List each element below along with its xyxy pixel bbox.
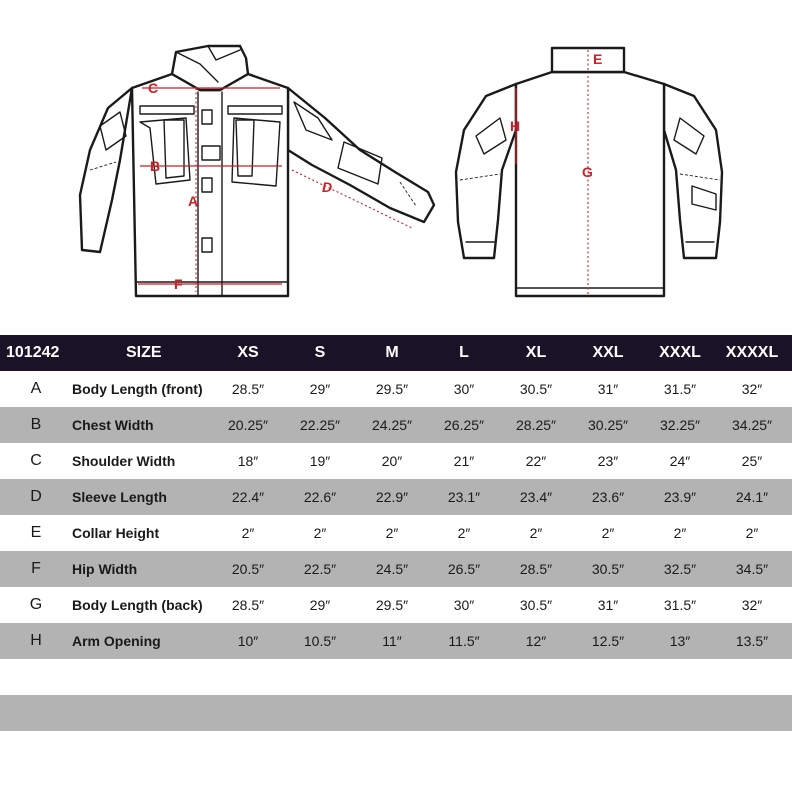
back-jacket — [456, 48, 722, 296]
measurement-value: 19″ — [309, 453, 331, 469]
measurement-value: 30″ — [453, 597, 475, 613]
jacket-illustration — [0, 0, 792, 330]
measurement-value: 12″ — [525, 633, 547, 649]
size-col-l: L — [459, 344, 469, 361]
measurement-letter: C — [30, 452, 42, 469]
measurement-value: 30.5″ — [519, 381, 553, 397]
table-row — [0, 371, 792, 407]
measurement-value: 29″ — [309, 381, 331, 397]
table-row — [0, 515, 792, 551]
measurement-value: 25″ — [741, 453, 763, 469]
measurement-letter: A — [30, 380, 42, 397]
size-chart-table — [0, 335, 792, 731]
measurement-letter: F — [31, 560, 41, 577]
measurement-value: 32″ — [741, 597, 763, 613]
measurement-value: 20.5″ — [231, 561, 265, 577]
measurement-value: 2″ — [601, 525, 615, 541]
label-c: C — [148, 80, 159, 96]
jacket-diagram — [0, 0, 792, 330]
product-code: 101242 — [6, 344, 60, 361]
table-header-row — [0, 335, 792, 371]
size-col-s: S — [314, 344, 326, 361]
label-h: H — [510, 118, 521, 134]
measurement-value: 13.5″ — [735, 633, 769, 649]
measurement-value: 28.5″ — [519, 561, 553, 577]
measurement-value: 30.5″ — [591, 561, 625, 577]
size-col-xxl: XXL — [592, 344, 624, 361]
measurement-value: 18″ — [237, 453, 259, 469]
measurement-value: 2″ — [457, 525, 471, 541]
table-row — [0, 479, 792, 515]
label-g: G — [582, 164, 593, 180]
label-f: F — [174, 276, 183, 292]
measurement-value: 32.5″ — [663, 561, 697, 577]
measurement-value: 30″ — [453, 381, 475, 397]
measurement-value: 2″ — [745, 525, 759, 541]
measurement-value: 24″ — [669, 453, 691, 469]
table-row — [0, 551, 792, 587]
measurement-value: 32″ — [741, 381, 763, 397]
measurement-value: 32.25″ — [660, 417, 700, 433]
measurement-label: Arm Opening — [72, 633, 161, 649]
measurement-value: 30.25″ — [588, 417, 628, 433]
measurement-value: 23.6″ — [591, 489, 625, 505]
measurement-value: 2″ — [529, 525, 543, 541]
measurement-value: 11.5″ — [448, 633, 480, 649]
table-filler-row — [0, 659, 792, 695]
measurement-value: 28.5″ — [231, 597, 265, 613]
front-jacket — [80, 46, 434, 296]
measurement-value: 28.5″ — [231, 381, 265, 397]
measurement-value: 34.5″ — [735, 561, 769, 577]
measurement-value: 21″ — [453, 453, 475, 469]
table-row — [0, 443, 792, 479]
measurement-letter: G — [29, 596, 43, 613]
measurement-value: 34.25″ — [732, 417, 772, 433]
measurement-value: 29.5″ — [375, 381, 409, 397]
measurement-value: 20.25″ — [228, 417, 268, 433]
measurement-label: Body Length (back) — [72, 597, 203, 613]
measurement-value: 22″ — [525, 453, 547, 469]
measurement-value: 2″ — [385, 525, 399, 541]
measurement-letter: H — [30, 632, 42, 649]
measurement-label: Shoulder Width — [72, 453, 176, 469]
measurement-value: 22.4″ — [231, 489, 265, 505]
measurement-value: 24.5″ — [375, 561, 409, 577]
measurement-label: Collar Height — [72, 525, 160, 541]
measurement-value: 11″ — [382, 633, 402, 649]
measurement-value: 22.5″ — [303, 561, 337, 577]
label-a: A — [188, 193, 199, 209]
measurement-value: 13″ — [669, 633, 691, 649]
measurement-value: 31.5″ — [663, 597, 697, 613]
label-d: D — [322, 179, 333, 195]
measurement-value: 23.1″ — [447, 489, 481, 505]
size-col-xxxxl: XXXXL — [725, 344, 779, 361]
measurement-letter: E — [30, 524, 42, 541]
table-row — [0, 587, 792, 623]
size-col-xs: XS — [237, 344, 259, 361]
measurement-value: 23.9″ — [663, 489, 697, 505]
measurement-value: 31.5″ — [663, 381, 697, 397]
measurement-value: 31″ — [597, 597, 619, 613]
size-col-xl: XL — [525, 344, 547, 361]
measurement-value: 2″ — [313, 525, 327, 541]
measurement-value: 2″ — [241, 525, 255, 541]
table-row — [0, 623, 792, 659]
measurement-value: 12.5″ — [591, 633, 625, 649]
size-col-xxxl: XXXL — [659, 344, 701, 361]
measurement-value: 23″ — [597, 453, 619, 469]
measurement-value: 20″ — [381, 453, 403, 469]
measurement-label: Chest Width — [72, 417, 154, 433]
label-b: B — [150, 158, 161, 174]
measurement-value: 28.25″ — [516, 417, 556, 433]
measurement-value: 29.5″ — [375, 597, 409, 613]
measurement-value: 24.25″ — [372, 417, 412, 433]
size-header: SIZE — [126, 344, 162, 361]
measurement-label: Sleeve Length — [72, 489, 167, 505]
size-col-m: M — [385, 344, 399, 361]
table-filler-row-shaded — [0, 695, 792, 731]
table-row — [0, 407, 792, 443]
measurement-value: 22.25″ — [300, 417, 340, 433]
measurement-label: Body Length (front) — [72, 381, 203, 397]
measurement-value: 2″ — [673, 525, 687, 541]
measurement-value: 31″ — [597, 381, 619, 397]
measurement-letter: B — [30, 416, 42, 433]
measurement-value: 22.9″ — [375, 489, 409, 505]
measurement-value: 10″ — [237, 633, 259, 649]
measurement-value: 10.5″ — [303, 633, 337, 649]
label-e: E — [593, 51, 603, 67]
measurement-letter: D — [30, 488, 42, 505]
measurement-value: 26.25″ — [444, 417, 484, 433]
measurement-value: 30.5″ — [519, 597, 553, 613]
measurement-value: 23.4″ — [519, 489, 553, 505]
measurement-label: Hip Width — [72, 561, 138, 577]
measurement-value: 26.5″ — [447, 561, 481, 577]
measurement-value: 22.6″ — [303, 489, 337, 505]
measurement-value: 29″ — [309, 597, 331, 613]
measurement-value: 24.1″ — [735, 489, 769, 505]
